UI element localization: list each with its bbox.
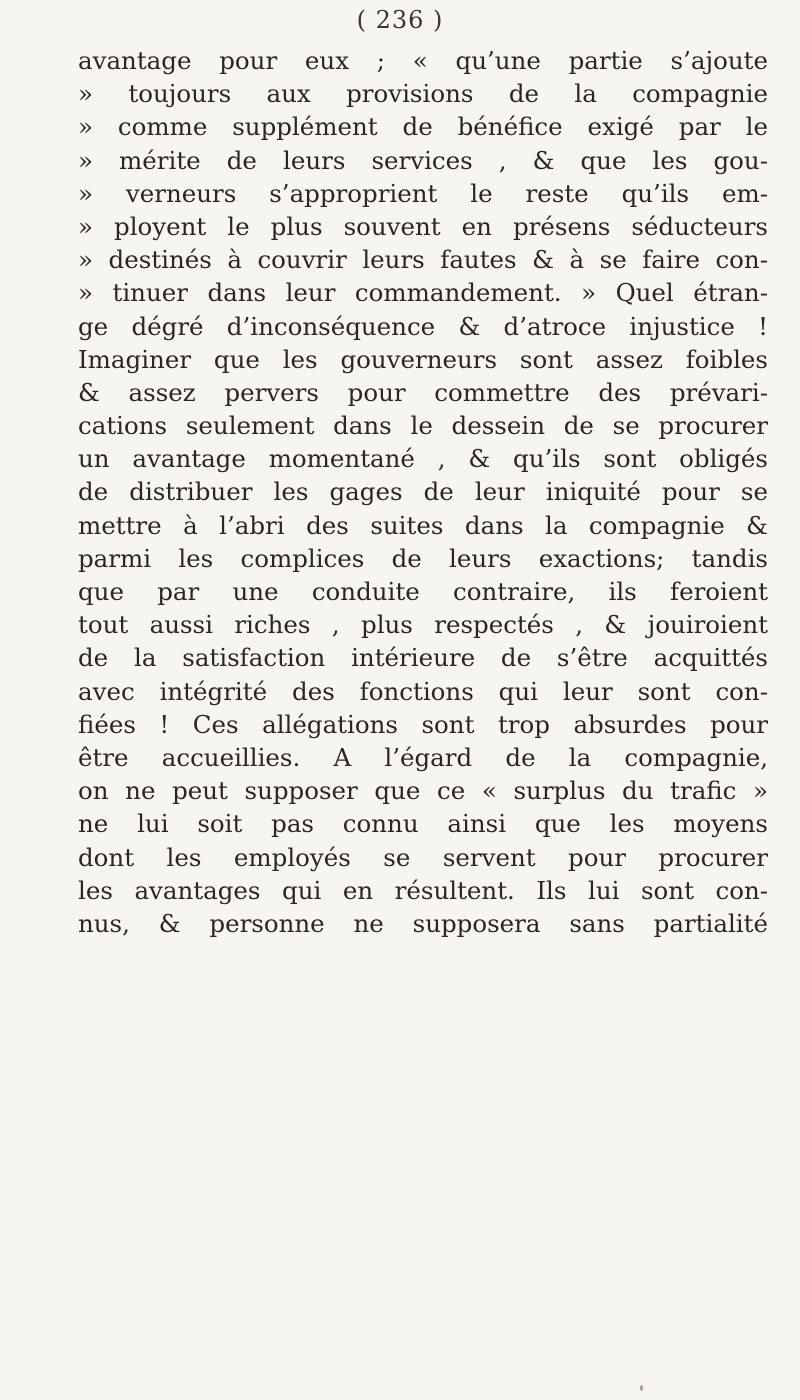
text-line: » comme supplément de bénéfice exigé par le (78, 112, 768, 142)
text-line: parmi les complices de leurs exactions; tandis (78, 543, 768, 573)
text-line: fiées ! Ces allégations sont trop absurdes pour (78, 709, 768, 739)
text-line: ne lui soit pas connu ainsi que les moyens (78, 809, 768, 839)
text-line: de la satisfaction intérieure de s’être acquittés (78, 643, 768, 673)
text-line: on ne peut supposer que ce « surplus du trafic » (78, 776, 768, 806)
text-line: que par une conduite contraire, ils feroient (78, 577, 768, 606)
text-line: » mérite de leurs services , & que les gou- (78, 145, 768, 175)
text-line: » verneurs s’approprient le reste qu’ils em- (78, 178, 768, 208)
text-line: un avantage momentané , & qu’ils sont obligés (78, 444, 768, 474)
text-line: » tinuer dans leur commandement. » Quel étran- (78, 278, 768, 308)
text-line: & assez pervers pour commettre des prévari- (78, 377, 768, 407)
body-text (78, 44, 768, 940)
text-line: de distribuer les gages de leur iniquité pour se (78, 477, 768, 507)
text-line: les avantages qui en résultent. Ils lui sont con- (78, 875, 768, 905)
ink-speck (640, 1385, 643, 1391)
text-line: dont les employés se servent pour procurer (78, 842, 768, 872)
text-line: tout aussi riches , plus respectés , & jouiroient (78, 610, 768, 640)
text-line: mettre à l’abri des suites dans la compagnie & (78, 510, 768, 540)
text-line: avantage pour eux ; « qu’une partie s’ajoute (78, 46, 768, 75)
text-line: avec intégrité des fonctions qui leur sont con- (78, 676, 768, 706)
page-number: ( 236 ) (356, 6, 444, 34)
text-line: cations seulement dans le dessein de se procurer (78, 411, 768, 441)
text-line: être accueillies. A l’égard de la compagnie, (78, 742, 768, 772)
text-line: » toujours aux provisions de la compagnie (78, 79, 768, 109)
text-line: nus, & personne ne supposera sans partialité (78, 908, 768, 938)
text-line: ge dégré d’inconséquence & d’atroce injustice ! (78, 311, 768, 341)
text-line: Imaginer que les gouverneurs sont assez foibles (78, 344, 768, 374)
text-line: » ployent le plus souvent en présens séducteurs (78, 211, 768, 241)
text-line: » destinés à couvrir leurs fautes & à se faire con- (78, 245, 768, 275)
